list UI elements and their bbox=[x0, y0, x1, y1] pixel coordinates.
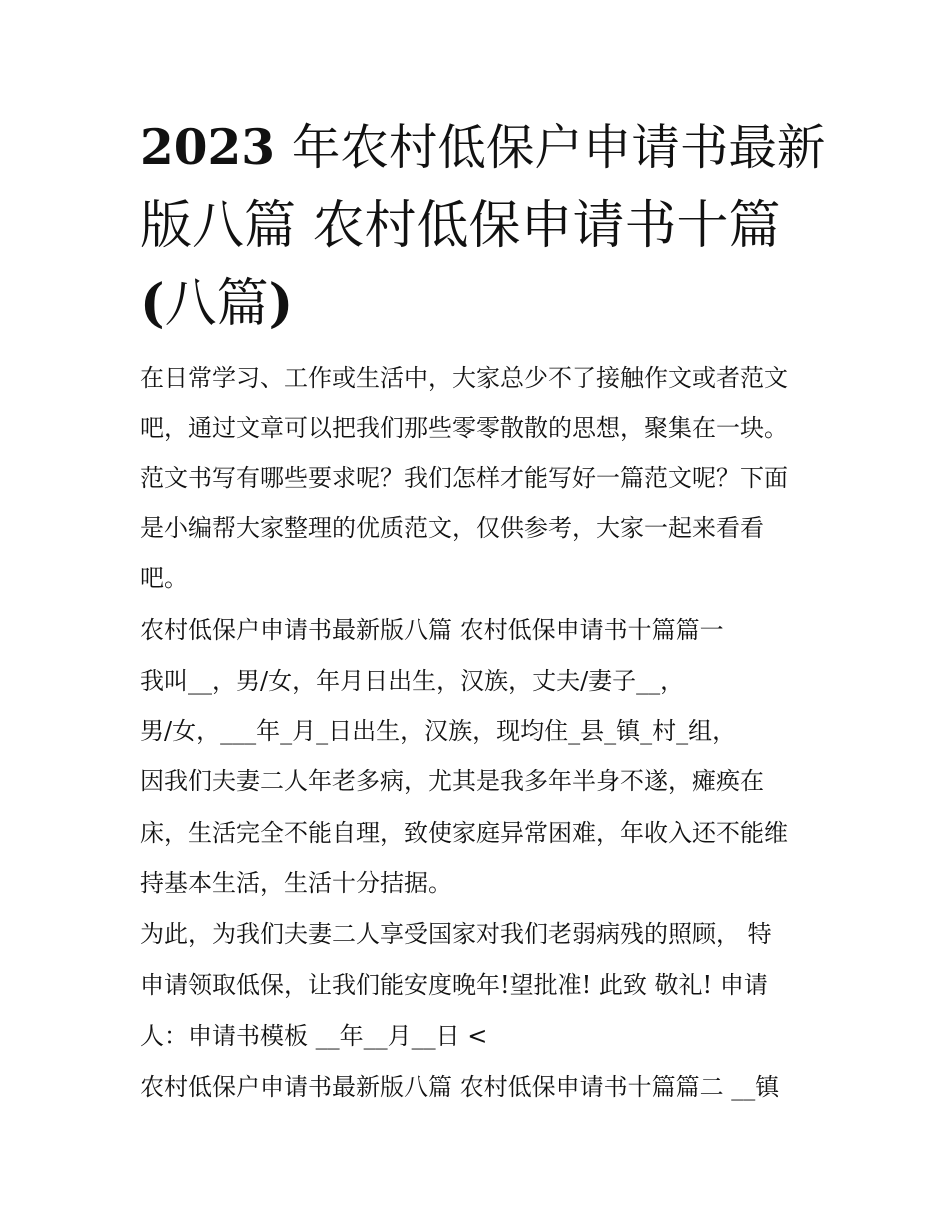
paragraph-line: 是小编帮大家整理的优质范文，仅供参考，大家一起来看看 bbox=[140, 514, 764, 542]
paragraph-line: 在日常学习、工作或生活中，大家总少不了接触作文或者范文 bbox=[140, 364, 788, 392]
document-title-line-1: 2023 年农村低保户申请书最新 bbox=[140, 119, 826, 176]
paragraph-line: 吧，通过文章可以把我们那些零零散散的思想，聚集在一块。 bbox=[140, 414, 788, 442]
document-title-line-3: (八篇) bbox=[140, 273, 294, 334]
document-title-line-2: 版八篇 农村低保申请书十篇 bbox=[140, 196, 781, 256]
paragraph-line: 床，生活完全不能自理，致使家庭异常困难，年收入还不能维 bbox=[140, 819, 788, 847]
paragraph-line: 申请领取低保，让我们能安度晚年!望批准! 此致 敬礼! 申请 bbox=[140, 971, 768, 999]
section-heading-line: 农村低保户申请书最新版八篇 农村低保申请书十篇篇二 __镇 bbox=[140, 1073, 780, 1101]
paragraph-line: 因我们夫妻二人年老多病，尤其是我多年半身不遂，瘫痪在 bbox=[140, 767, 764, 795]
section-heading-line: 农村低保户申请书最新版八篇 农村低保申请书十篇篇一 bbox=[140, 616, 724, 644]
paragraph-line: 范文书写有哪些要求呢？我们怎样才能写好一篇范文呢？下面 bbox=[140, 464, 788, 492]
paragraph-line: 我叫__，男/女，年月日出生，汉族，丈夫/妻子__， bbox=[140, 667, 685, 695]
paragraph-line: 人：申请书模板 __年__月__日 < bbox=[140, 1022, 488, 1050]
paragraph-line: 持基本生活，生活十分拮据。 bbox=[140, 869, 452, 897]
paragraph-line: 吧。 bbox=[140, 564, 188, 592]
paragraph-line: 为此，为我们夫妻二人享受国家对我们老弱病残的照顾， 特 bbox=[140, 920, 772, 948]
paragraph-line: 男/女，___年_月_日出生，汉族，现均住_县_镇_村_组， bbox=[140, 717, 737, 745]
